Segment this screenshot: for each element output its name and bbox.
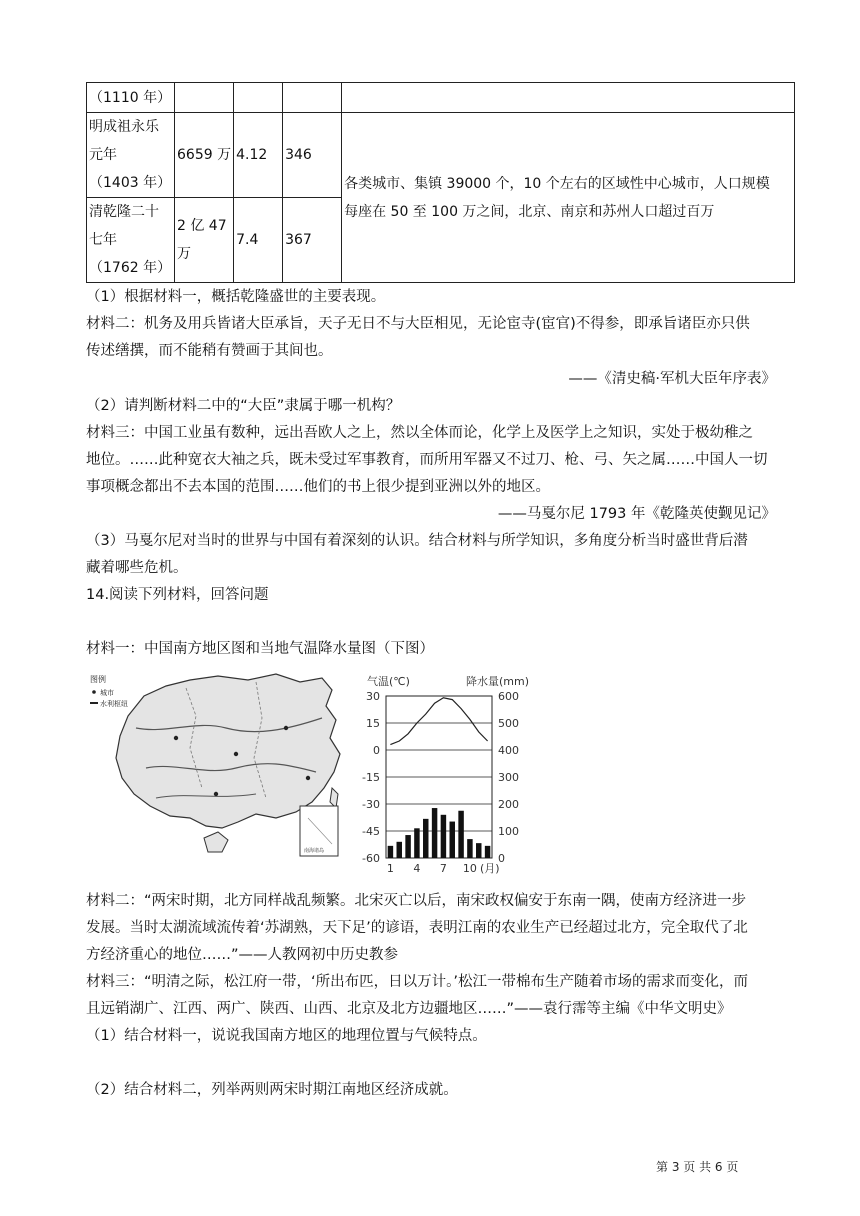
precipitation-bar [476, 843, 481, 858]
city-dot [306, 776, 310, 780]
precipitation-bar [397, 842, 402, 858]
material-2-line: 材料二：机务及用兵皆诸大臣承旨，天子无日不与大臣相见，无论宦寺(宦官)不得参，即承旨诸臣亦只供 [86, 316, 750, 332]
precipitation-bar [432, 808, 437, 858]
left-tick-label: 30 [366, 690, 380, 703]
material-2-source: ——《清史稿·军机大臣年序表》 [568, 371, 776, 387]
map-landmass [116, 674, 340, 828]
right-axis-label: 降水量(mm) [466, 675, 530, 688]
city-dot [214, 792, 218, 796]
table-cell-period: 明成祖永乐 元年 （1403 年） [87, 113, 175, 198]
table-cell-population: 6659 万 [175, 113, 234, 198]
right-tick-label: 0 [498, 852, 505, 865]
left-tick-label: -30 [362, 798, 380, 811]
map-legend-item: 水利枢纽 [100, 700, 128, 708]
section-material-3-line: 且远销湖广、江西、两广、陕西、山西、北京及北方边疆地区……”——袁行霈等主编《中华文明史》 [86, 1001, 732, 1017]
right-tick-label: 300 [498, 771, 519, 784]
material-2-line: 传述缮撰，而不能稍有赞画于其间也。 [86, 343, 333, 359]
city-dot [284, 726, 288, 730]
question-1: （1）根据材料一，概括乾隆盛世的主要表现。 [86, 289, 386, 305]
x-tick-label: 4 [413, 862, 421, 875]
climate-chart [362, 674, 529, 875]
map-legend-title: 图例 [90, 675, 106, 684]
figure-map-and-climate [86, 668, 546, 884]
x-tick-label: 7 [439, 862, 447, 875]
city-dot [234, 752, 238, 756]
material-3-line: 材料三：中国工业虽有数种，远出吾欧人之上，然以全体而论，化学上及医学上之知识，实处于极幼稚之 [86, 425, 753, 441]
table-cell-value: 346 [283, 113, 342, 198]
precipitation-bar [467, 839, 472, 858]
x-unit-label: (月) [480, 862, 500, 875]
table-cell-period: 清乾隆二十 七年 （1762 年） [87, 198, 175, 283]
left-tick-label: -15 [362, 771, 380, 784]
table-cell-value: 367 [283, 198, 342, 283]
left-tick-label: 15 [366, 717, 380, 730]
x-tick-label: 10 [462, 862, 477, 875]
table-cell-note-merged: 各类城市、集镇 39000 个，10 个左右的区域性中心城市，人口规模 每座在 50 至 100 万之间，北京、南京和苏州人口超过百万 [342, 113, 795, 283]
precipitation-bar [441, 815, 446, 858]
table-cell-population: 2 亿 47 万 [175, 198, 234, 283]
precipitation-bar [388, 846, 393, 858]
left-tick-label: 0 [373, 744, 380, 757]
left-tick-label: -45 [362, 825, 380, 838]
right-tick-label: 100 [498, 825, 519, 838]
table-cell-value [234, 83, 283, 113]
section-question-1: （1）结合材料一，说说我国南方地区的地理位置与气候特点。 [86, 1028, 487, 1044]
table-row [87, 83, 795, 113]
temperature-line [390, 698, 487, 745]
map-and-chart-svg [86, 668, 546, 880]
page-footer: 第 3 页 共 6 页 [656, 1160, 739, 1174]
material-3-line: 地位。……此种宽衣大袖之兵，既未受过军事教育，而所用军器又不过刀、枪、弓、矢之属……中国人一切 [86, 452, 768, 468]
section-question-2: （2）结合材料二，列举两则两宋时期江南地区经济成就。 [86, 1082, 458, 1098]
table-cell-value: 7.4 [234, 198, 283, 283]
precipitation-bar [458, 811, 463, 858]
precipitation-bar [414, 828, 419, 858]
section-material-2-line: 发展。当时太湖流域流传着‘苏湖熟，天下足’的谚语，表明江南的农业生产已经超过北方，完全取代了北 [86, 920, 748, 936]
right-tick-label: 400 [498, 744, 519, 757]
section-material-3-line: 材料三：“明清之际，松江府一带，‘所出布匹，日以万计。’松江一带棉布生产随着市场的需求而变化，而 [86, 974, 748, 990]
precipitation-bar [405, 835, 410, 858]
precipitation-bar [423, 819, 428, 858]
population-table [86, 82, 795, 283]
taiwan-island-shape [330, 788, 338, 808]
question-3: 藏着哪些危机。 [86, 560, 188, 576]
map-legend [90, 674, 128, 708]
question-2: （2）请判断材料二中的“大臣”隶属于哪一机构？ [86, 398, 401, 414]
table-row [87, 113, 795, 198]
city-dot [174, 736, 178, 740]
precipitation-bar [485, 846, 490, 858]
material-3-source: ——马戛尔尼 1793 年《乾隆英使觐见记》 [497, 506, 776, 522]
south-china-map [90, 674, 340, 856]
section-material-1: 材料一：中国南方地区图和当地气温降水量图（下图） [86, 641, 434, 657]
inset-label: 南海诸岛 [304, 848, 325, 854]
table-cell-value: 4.12 [234, 113, 283, 198]
right-tick-label: 600 [498, 690, 519, 703]
question-3: （3）马戛尔尼对当时的世界与中国有着深刻的认识。结合材料与所学知识，多角度分析当时盛世背后潜 [86, 533, 748, 549]
section-material-2-line: 材料二：“两宋时期，北方同样战乱频繁。北宋灭亡以后，南宋政权偏安于东南一隅，使南方经济进一步 [86, 893, 747, 909]
left-tick-label: -60 [362, 852, 380, 865]
table-cell-period: （1110 年） [87, 83, 175, 113]
section-material-2-line: 方经济重心的地位……”——人教网初中历史教参 [86, 947, 399, 963]
left-axis-label: 气温(℃) [367, 675, 410, 688]
x-tick-label: 1 [386, 862, 394, 875]
table-cell-population [175, 83, 234, 113]
right-tick-label: 500 [498, 717, 519, 730]
map-legend-item: 城市 [100, 689, 114, 697]
table-cell-note [342, 83, 795, 113]
map-inset [300, 806, 338, 856]
precipitation-bar [450, 822, 455, 858]
question-14-heading: 14.阅读下列材料，回答问题 [86, 587, 269, 603]
right-tick-label: 200 [498, 798, 519, 811]
legend-city-symbol [92, 690, 96, 694]
table-cell-value [283, 83, 342, 113]
material-3-line: 事项概念都出不去本国的范围……他们的书上很少提到亚洲以外的地区。 [86, 479, 550, 495]
hainan-island-shape [204, 832, 228, 852]
